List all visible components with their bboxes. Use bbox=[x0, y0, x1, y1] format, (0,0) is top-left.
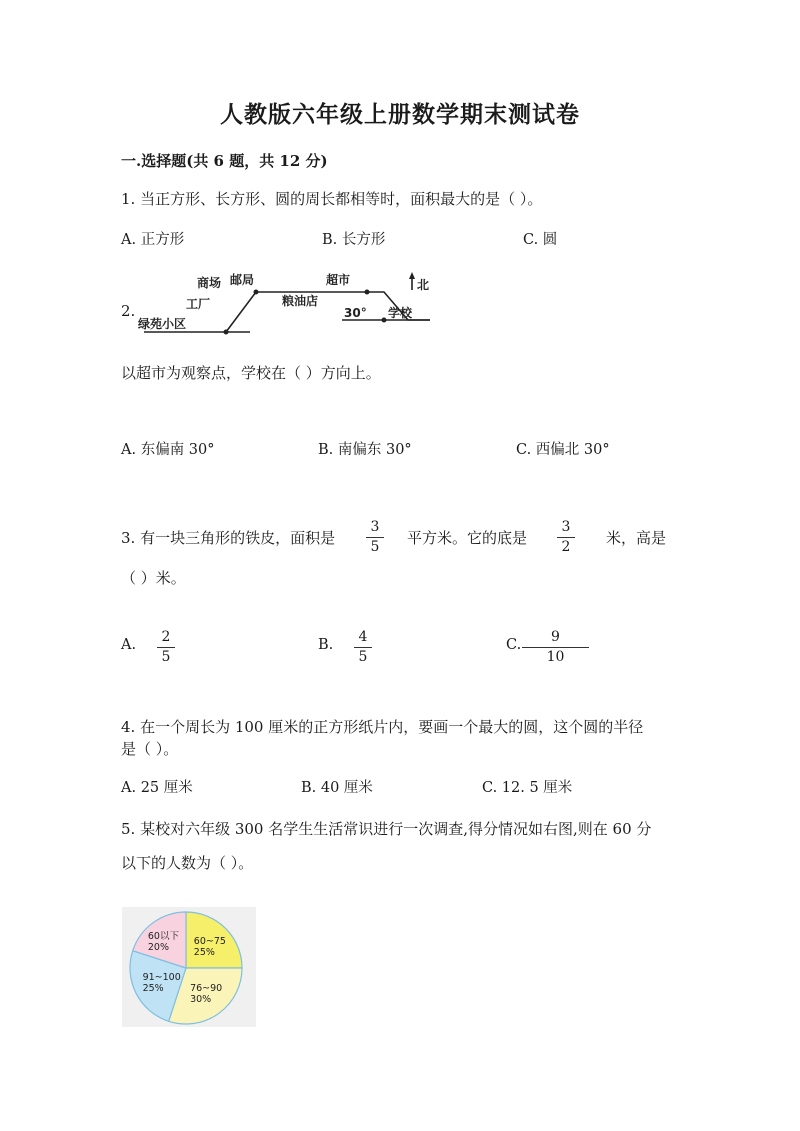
question-5-line-1: 5. 某校对六年级 300 名学生生活常识进行一次调查,得分情况如右图,则在 60 分 bbox=[121, 820, 652, 838]
question-1-option-a: A. 正方形 bbox=[121, 232, 185, 248]
question-1-text: 1. 当正方形、长方形、圆的周长都相等时，面积最大的是（ ）。 bbox=[121, 190, 543, 208]
question-4-option-b: B. 40 厘米 bbox=[301, 780, 373, 796]
map-label-mall: 商场 bbox=[197, 276, 222, 290]
base-fraction bbox=[557, 519, 575, 556]
score-pie-chart bbox=[122, 907, 256, 1027]
question-2-text: 以超市为观察点，学校在（ ）方向上。 bbox=[121, 364, 381, 382]
slice-below-60-percent: 20% bbox=[147, 942, 170, 954]
slice-60-75-percent: 25% bbox=[193, 947, 215, 959]
question-3-option-c-label: C. bbox=[506, 637, 522, 653]
slice-60-75-label: 60~75 bbox=[193, 936, 226, 948]
north-arrow-head bbox=[409, 272, 415, 279]
question-4-line-1: 4. 在一个周长为 100 厘米的正方形纸片内，要画一个最大的圆，这个圆的半径 bbox=[121, 718, 644, 736]
question-2-option-b: B. 南偏东 30° bbox=[318, 442, 412, 458]
question-2-number: 2. bbox=[121, 302, 136, 320]
question-4-option-c: C. 12. 5 厘米 bbox=[482, 780, 573, 796]
map-label-post-office: 邮局 bbox=[230, 273, 255, 287]
slice-76-90-percent: 30% bbox=[190, 993, 212, 1005]
slice-76-90-label: 76~90 bbox=[190, 982, 223, 994]
base-fraction-numerator: 3 bbox=[561, 519, 571, 535]
map-label-north: 北 bbox=[417, 278, 430, 292]
page-title: 人教版六年级上册数学期末测试卷 bbox=[220, 101, 580, 128]
question-1-option-b: B. 长方形 bbox=[322, 232, 386, 248]
slice-91-100-percent: 25% bbox=[142, 983, 164, 994]
question-3-text-a: 3. 有一块三角形的铁皮，面积是 bbox=[121, 529, 336, 547]
map-label-supermarket: 超市 bbox=[326, 273, 351, 287]
question-3-option-b-fraction: 4 5 bbox=[354, 629, 372, 666]
map-label-grain-store: 粮油店 bbox=[282, 294, 319, 308]
map-label-school: 学校 bbox=[388, 306, 413, 320]
question-4-option-a: A. 25 厘米 bbox=[121, 780, 193, 796]
area-fraction-numerator: 3 bbox=[370, 519, 380, 535]
question-3-option-b-label: B. bbox=[318, 637, 334, 653]
slice-91-100-label: 91~100 bbox=[142, 972, 181, 983]
base-fraction-denominator: 2 bbox=[561, 539, 571, 555]
slice-below-60-label: 60以下 bbox=[147, 931, 179, 943]
section-heading: 一.选择题(共 6 题，共 12 分) bbox=[121, 152, 328, 170]
question-3-option-a-fraction: 2 5 bbox=[157, 629, 175, 666]
map-label-factory: 工厂 bbox=[186, 297, 211, 311]
map-label-angle: 30° bbox=[344, 306, 367, 320]
question-3-text-b: 平方米。它的底是 bbox=[407, 529, 528, 547]
question-4-line-2: 是（ ）。 bbox=[121, 740, 179, 758]
question-2-option-a: A. 东偏南 30° bbox=[121, 442, 215, 458]
map-label-green-garden: 绿苑小区 bbox=[138, 317, 187, 331]
area-fraction-denominator: 5 bbox=[370, 539, 380, 555]
question-1-option-c: C. 圆 bbox=[523, 232, 558, 248]
question-3-text-d: （ ）米。 bbox=[121, 569, 186, 587]
question-3-option-a-label: A. bbox=[121, 637, 137, 653]
area-fraction bbox=[366, 519, 384, 556]
question-5-line-2: 以下的人数为（ ）。 bbox=[121, 854, 254, 872]
question-3-option-c-fraction: 9 10 bbox=[522, 629, 589, 666]
route-map-diagram bbox=[130, 268, 440, 340]
question-2-option-c: C. 西偏北 30° bbox=[516, 442, 610, 458]
question-3-text-c: 米，高是 bbox=[606, 529, 667, 547]
